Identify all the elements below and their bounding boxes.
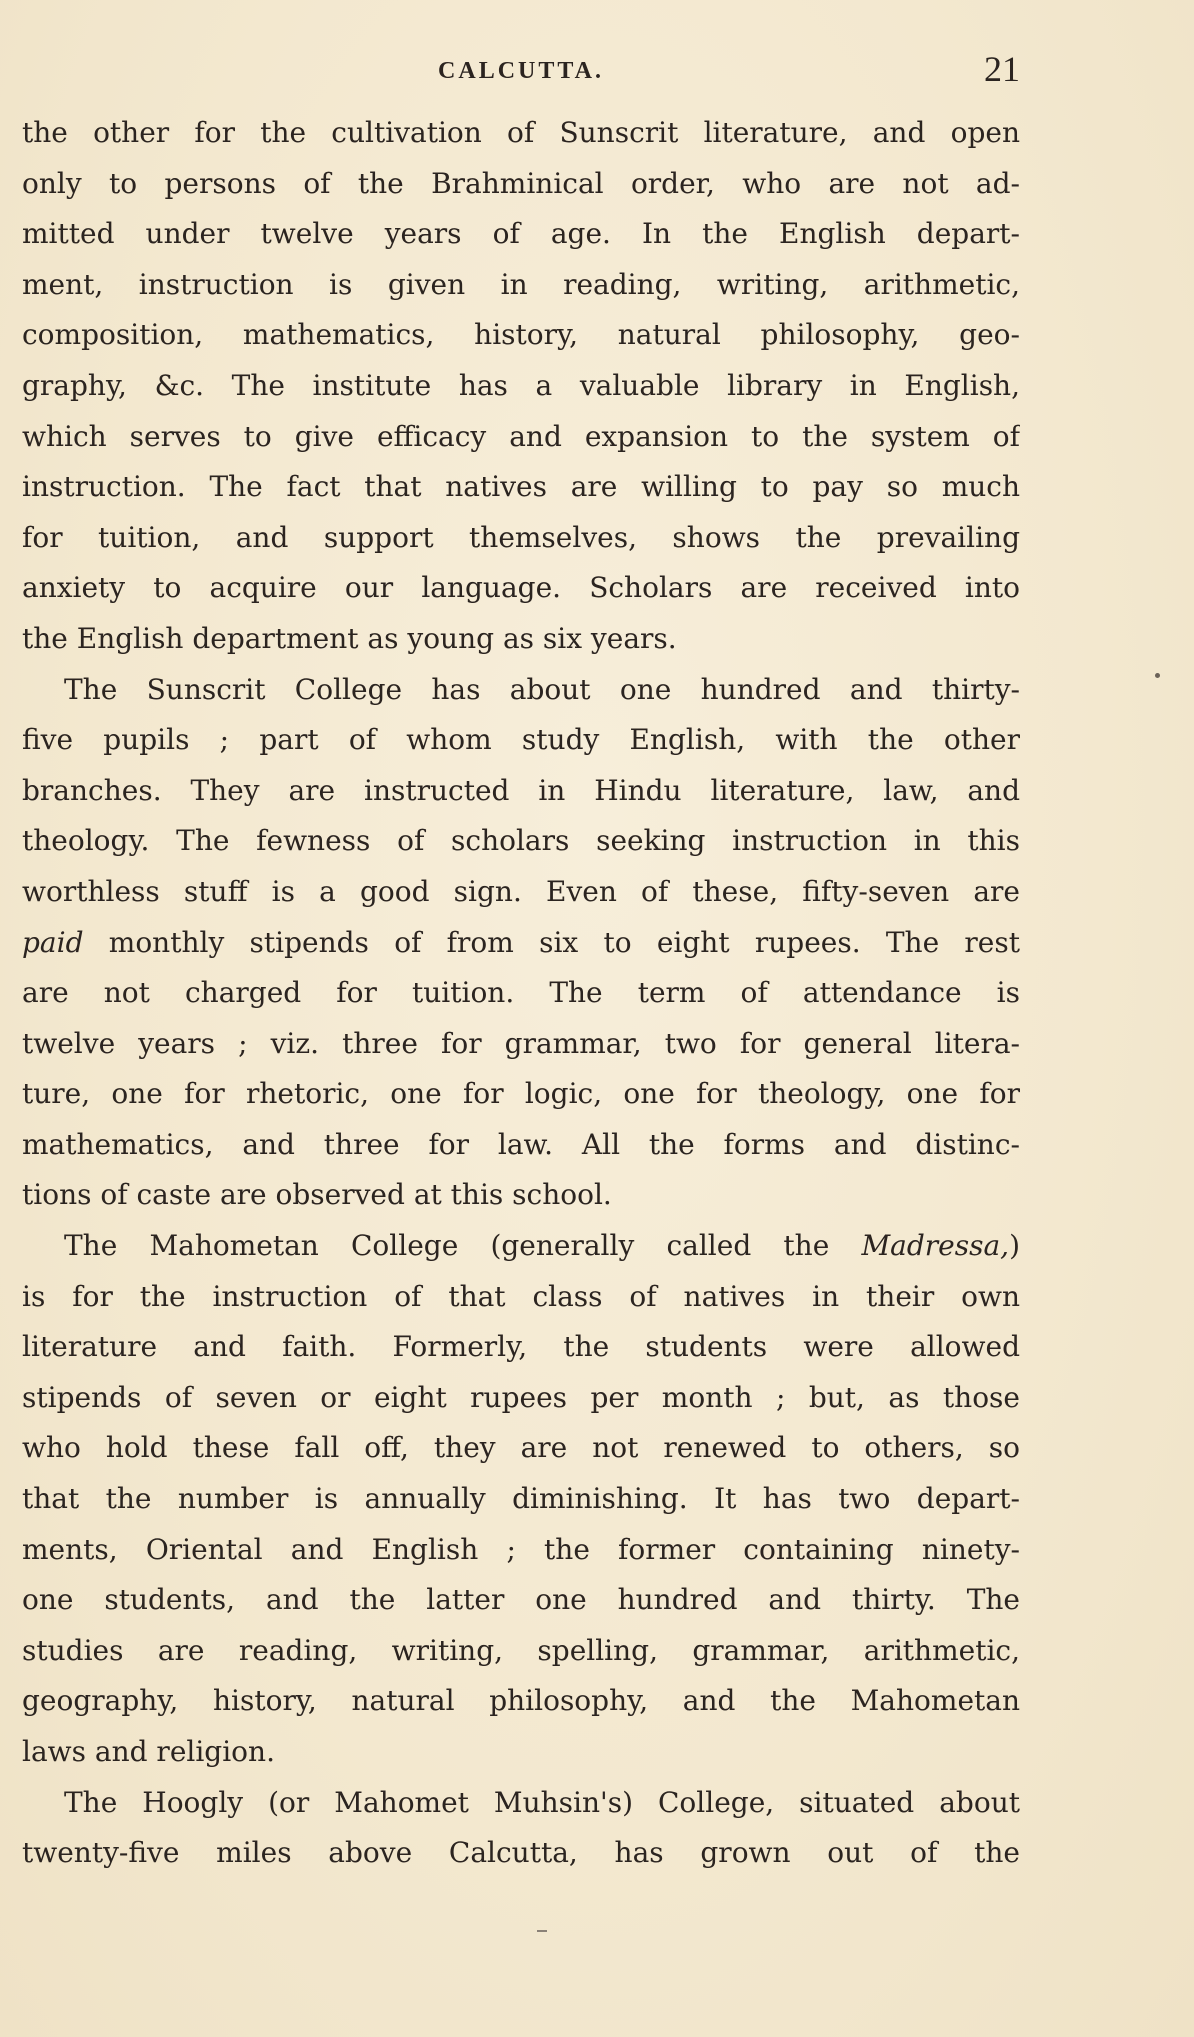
text-line-paid <box>22 918 1020 969</box>
text-line: which serves to give efficacy and expansion to the system of <box>22 419 1020 453</box>
text-line: five pupils ; part of whom study English, with the other <box>22 723 1020 757</box>
text-line: are not charged for tuition. The term of attendance is <box>22 976 1020 1010</box>
text-line: one students, and the latter one hundred and thirty. The <box>22 1583 1020 1617</box>
paragraph-start-line: The Hoogly (or Mahomet Muhsin's) College, situated about <box>64 1785 1020 1819</box>
text-line: the other for the cultivation of Sunscrit literature, and open <box>22 116 1020 149</box>
text-line: literature and faith. Formerly, the students were allowed <box>22 1330 1020 1364</box>
paragraph-start-line-madressa <box>22 1221 1020 1272</box>
italic-paid: paid <box>22 925 84 959</box>
text-line: is for the instruction of that class of natives in their own <box>22 1279 1020 1313</box>
text-line: theology. The fewness of scholars seeking instruction in this <box>22 824 1020 858</box>
text-line: branches. They are instructed in Hindu literature, law, and <box>22 773 1020 807</box>
text-line: that the number is annually diminishing. It has two depart- <box>22 1482 1020 1516</box>
text-line: ture, one for rhetoric, one for logic, one for theology, one for <box>22 1077 1020 1111</box>
text-line: instruction. The fact that natives are willing to pay so much <box>22 470 1020 504</box>
page-header <box>22 48 1020 98</box>
text-line: composition, mathematics, history, natural philosophy, geo- <box>22 318 1020 352</box>
madressa-line-before: The Mahometan College (generally called the <box>64 1229 862 1263</box>
text-line: ments, Oriental and English ; the former containing ninety- <box>22 1532 1020 1566</box>
page-number: 21 <box>984 49 1020 89</box>
text-line: mitted under twelve years of age. In the English depart- <box>22 217 1020 251</box>
bottom-ink-mark <box>537 1930 547 1932</box>
text-line: worthless stuff is a good sign. Even of these, fifty-seven are <box>22 874 1020 908</box>
text-line: tions of caste are observed at this school. <box>22 1178 612 1212</box>
text-line: geography, history, natural philosophy, and the Mahometan <box>22 1684 1020 1718</box>
body-text <box>22 108 1020 1879</box>
text-line: for tuition, and support themselves, shows the prevailing <box>22 520 1020 554</box>
text-line: only to persons of the Brahminical order, who are not ad- <box>22 166 1020 200</box>
text-line: twelve years ; viz. three for grammar, two for general litera- <box>22 1026 1020 1060</box>
text-line: the English department as young as six years. <box>22 621 677 655</box>
paragraph-start-line: The Sunscrit College has about one hundred and thirty- <box>64 672 1020 706</box>
text-line: twenty-five miles above Calcutta, has grown out of the <box>22 1836 1020 1870</box>
madressa-line-after: ) <box>1009 1229 1020 1263</box>
stray-ink-dot <box>1155 673 1160 678</box>
text-line: graphy, &c. The institute has a valuable library in English, <box>22 368 1020 402</box>
text-line: ment, instruction is given in reading, writing, arithmetic, <box>22 267 1020 301</box>
italic-madressa: Madressa, <box>861 1229 1010 1263</box>
text-line: who hold these fall off, they are not renewed to others, so <box>22 1431 1020 1465</box>
running-head: CALCUTTA. <box>438 58 604 84</box>
text-line: mathematics, and three for law. All the forms and distinc- <box>22 1127 1020 1161</box>
paid-line-rest: monthly stipends of from six to eight rupees. The rest <box>83 925 1020 959</box>
text-line: laws and religion. <box>22 1735 275 1768</box>
text-line: anxiety to acquire our language. Scholars are received into <box>22 571 1020 605</box>
text-line: stipends of seven or eight rupees per month ; but, as those <box>22 1380 1020 1414</box>
text-line: studies are reading, writing, spelling, grammar, arithmetic, <box>22 1633 1020 1667</box>
